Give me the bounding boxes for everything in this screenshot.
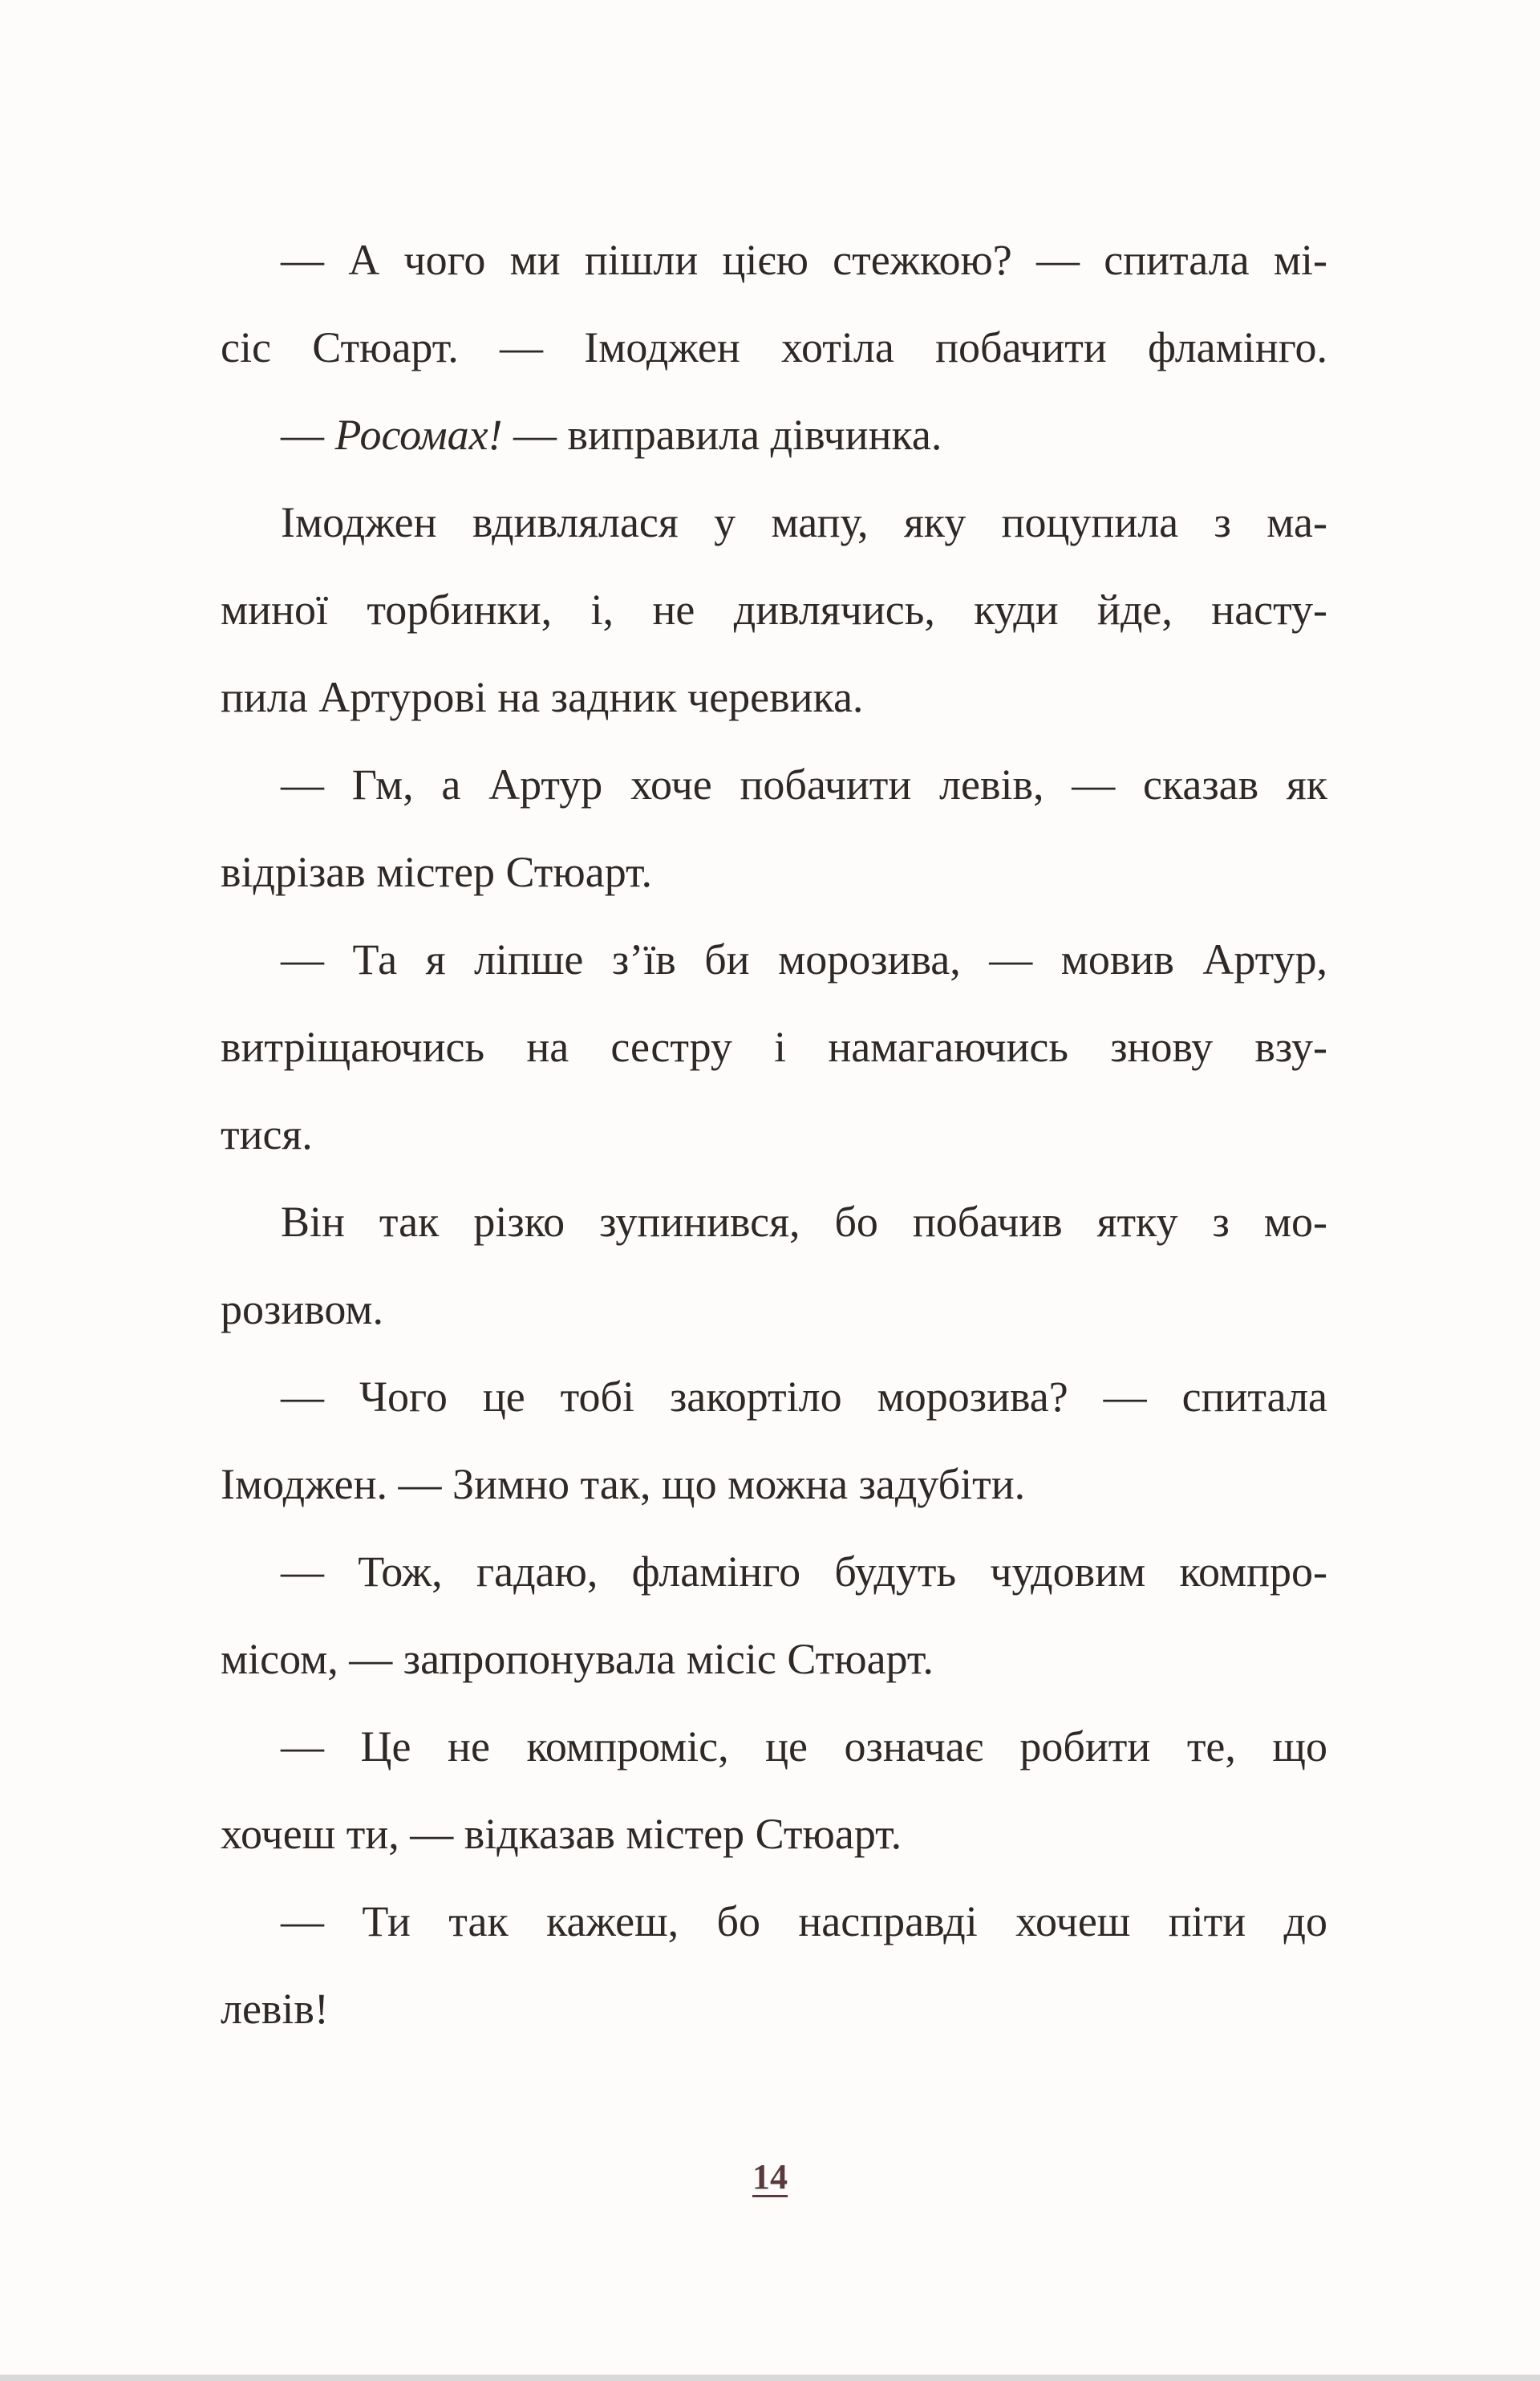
text-line: — А чого ми пішли цією стежкою? — спитала мі- xyxy=(281,236,1327,284)
text-line: Імоджен. — Зимно так, що можна задубіти. xyxy=(221,1460,1026,1508)
text-line: хочеш ти, — відказав містер Стюарт. xyxy=(221,1810,902,1858)
page-number: 14 xyxy=(752,2157,788,2196)
text-line: — Ти так кажеш, бо насправді хочеш піти до xyxy=(281,1897,1327,1945)
text-line: місом, — запропонувала місіс Стюарт. xyxy=(221,1635,934,1683)
text-line: — Це не компроміс, це означає робити те, що xyxy=(281,1722,1327,1771)
line-rest: — виправила дівчинка. xyxy=(502,411,942,459)
text-line: Він так різко зупинився, бо побачив ятку з мо- xyxy=(281,1198,1327,1246)
text-line: — Чого це тобі закортіло морозива? — спитала xyxy=(281,1373,1327,1421)
text-line xyxy=(221,391,1327,479)
text-line: левів! xyxy=(221,1985,329,2033)
italic-word: Росомах! xyxy=(334,411,503,459)
text-line: тися. xyxy=(221,1110,313,1158)
text-line: — Гм, а Артур хоче побачити левів, — сказав як xyxy=(281,761,1327,809)
body-text xyxy=(221,217,1327,2053)
text-line: розивом. xyxy=(221,1285,384,1333)
dash: — xyxy=(281,411,335,459)
bottom-edge xyxy=(0,2375,1540,2381)
text-line: — Та я ліпше з’їв би морозива, — мовив Артур, xyxy=(281,935,1327,984)
text-line: витріщаючись на сестру і намагаючись знову взу- xyxy=(221,1023,1327,1071)
text-line: — Тож, гадаю, фламінго будуть чудовим компро- xyxy=(281,1547,1327,1596)
text-line: сіс Стюарт. — Імоджен хотіла побачити фламінго. xyxy=(221,323,1327,371)
text-line: відрізав містер Стюарт. xyxy=(221,848,653,896)
text-line: пила Артурові на задник черевика. xyxy=(221,673,864,721)
text-line: Імоджен вдивлялася у мапу, яку поцупила з ма- xyxy=(281,498,1327,546)
text-line: миної торбинки, і, не дивлячись, куди йде, насту- xyxy=(221,586,1327,634)
